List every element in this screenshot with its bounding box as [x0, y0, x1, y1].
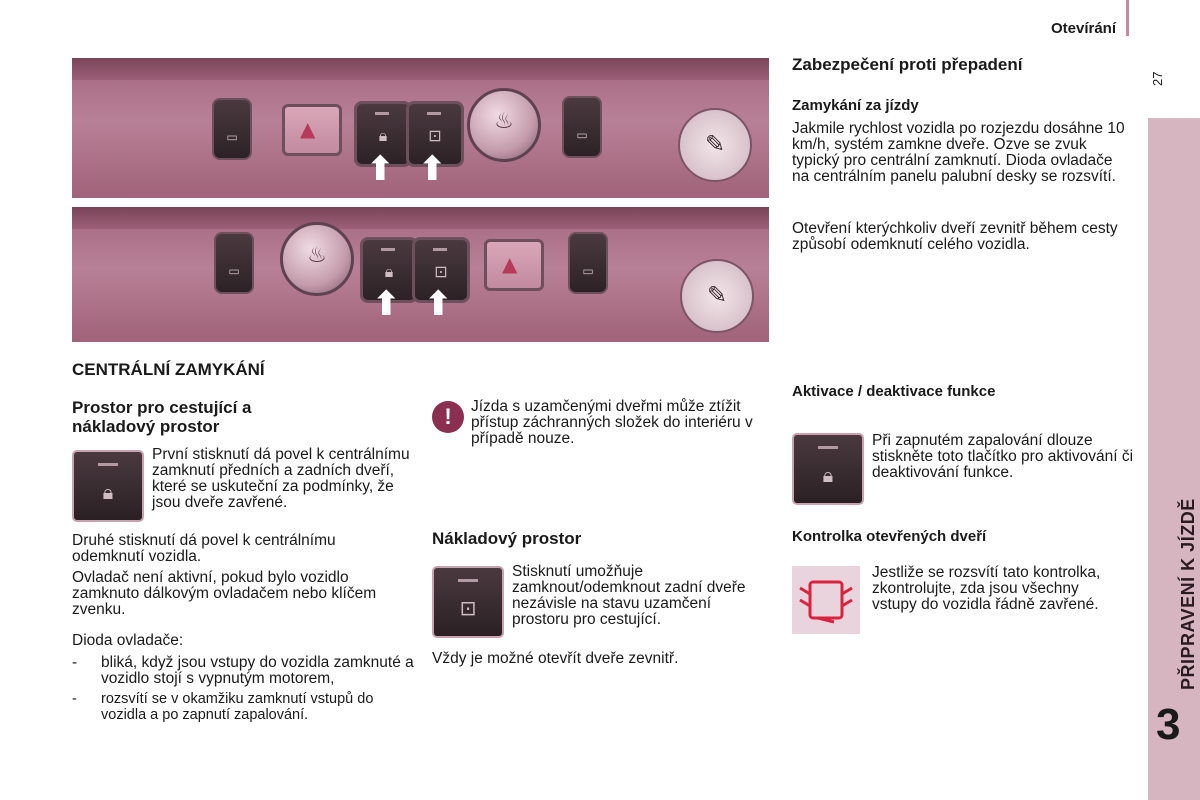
- section-heading: Zabezpečení proti přepadení: [792, 55, 1023, 74]
- paragraph: Ovladač není aktivní, pokud bylo vozidlo zamknuto dálkovým ovladačem nebo klíčem zvenku.: [72, 569, 377, 618]
- rear-door-icon: ⊡: [459, 596, 477, 620]
- list-item: - rozsvítí se v okamžiku zamknutí vstupů do vozidla a po zapnutí zapalování.: [72, 691, 414, 723]
- lock-icon: 🔒︎: [384, 262, 394, 281]
- led-intro: Dioda ovladače:: [72, 632, 184, 649]
- page-number: 27: [1150, 71, 1165, 86]
- lock-button-illustration: [792, 433, 864, 505]
- rear-door-icon: ⊡: [428, 126, 442, 145]
- warning-icon: !: [432, 401, 464, 433]
- arrow-up-icon: ⬆: [372, 284, 401, 324]
- hazard-icon: ▲: [300, 117, 316, 141]
- lock-icon: 🔒︎: [102, 480, 114, 504]
- header-divider: [1126, 0, 1129, 36]
- running-header: Otevírání: [1050, 20, 1116, 37]
- led-list: [72, 655, 414, 727]
- list-item: - bliká, když jsou vstupy do vozidla zamknuté a vozidlo stojí s vypnutým motorem,: [72, 655, 414, 687]
- indicator-text: Jestliže se rozsvítí tato kontrolka, zkontrolujte, zda jsou všechny vstupy do vozidla řádně zavřené.: [872, 564, 1101, 613]
- chapter-number: 3: [1156, 700, 1181, 749]
- lock-button-text: První stisknutí dá povel k centrálnímu zamknutí předních a zadních dveří, které se uskuteční za podmínky, že jsou dveře zavřené.: [152, 446, 410, 511]
- dashboard-band: [72, 207, 769, 229]
- window-switch-right: ▭: [568, 232, 608, 294]
- lock-button-illustration: [72, 450, 144, 522]
- vent-icon: ✎: [706, 281, 728, 309]
- section-heading: CENTRÁLNÍ ZAMYKÁNÍ: [72, 360, 265, 379]
- window-switch-right: ▭: [562, 96, 602, 158]
- arrow-up-icon: ⬆: [424, 284, 453, 324]
- open-doors-indicator: [792, 566, 860, 634]
- subsection-heading: Nákladový prostor: [432, 529, 582, 548]
- paragraph: Otevření kterýchkoliv dveří zevnitř během cesty způsobí odemknutí celého vozidla.: [792, 220, 1118, 253]
- subsection-heading: Aktivace / deaktivace funkce: [792, 383, 996, 400]
- paragraph: Jakmile rychlost vozidla po rozjezdu dosáhne 10 km/h, systém zamkne dveře. Ozve se zvuk typický pro centrální zamknutí. Dioda ovladače na centrálním panelu palubní desky se rozsvítí.: [792, 120, 1125, 185]
- vent-dial: [678, 108, 752, 182]
- heater-knob: [280, 222, 354, 296]
- paragraph: Druhé stisknutí dá povel k centrálnímu odemknutí vozidla.: [72, 532, 336, 565]
- lock-icon: 🔒︎: [822, 463, 834, 487]
- hazard-button: [282, 104, 342, 156]
- chapter-label: PŘIPRAVENÍ K JÍZDĚ: [1178, 498, 1198, 690]
- heater-icon: ♨: [307, 243, 327, 268]
- vent-dial: [680, 259, 754, 333]
- paragraph: Vždy je možné otevřít dveře zevnitř.: [432, 650, 679, 667]
- open-doors-icon: [798, 576, 854, 624]
- dashboard-photo-1: [72, 58, 769, 198]
- warning-text: Jízda s uzamčenými dveřmi může ztížit přístup záchranných složek do interiéru v případě nouze.: [471, 398, 753, 447]
- window-switch-left: ▭: [214, 232, 254, 294]
- window-switch-left: ▭: [212, 98, 252, 160]
- rear-door-icon: ⊡: [434, 262, 448, 281]
- subsection-heading: Zamykání za jízdy: [792, 97, 919, 114]
- rear-door-text: Stisknutí umožňuje zamknout/odemknout zadní dveře nezávisle na stavu uzamčení prostoru pro cestující.: [512, 563, 746, 628]
- subsection-heading: Kontrolka otevřených dveří: [792, 528, 987, 545]
- arrow-up-icon: ⬆: [366, 149, 395, 189]
- subsection-heading: Prostor pro cestující a nákladový prostor: [72, 398, 252, 436]
- hazard-icon: ▲: [502, 252, 518, 276]
- chapter-tab: [1148, 118, 1200, 800]
- dashboard-band: [72, 58, 769, 80]
- dashboard-photo-2: [72, 207, 769, 342]
- heater-knob: [467, 88, 541, 162]
- heater-icon: ♨: [494, 109, 514, 134]
- arrow-up-icon: ⬆: [418, 149, 447, 189]
- vent-icon: ✎: [704, 130, 726, 158]
- hazard-button: [484, 239, 544, 291]
- rear-door-button-illustration: [432, 566, 504, 638]
- lock-icon: 🔒︎: [378, 126, 388, 145]
- activation-text: Při zapnutém zapalování dlouze stiskněte toto tlačítko pro aktivování či deaktivování funkce.: [872, 432, 1134, 481]
